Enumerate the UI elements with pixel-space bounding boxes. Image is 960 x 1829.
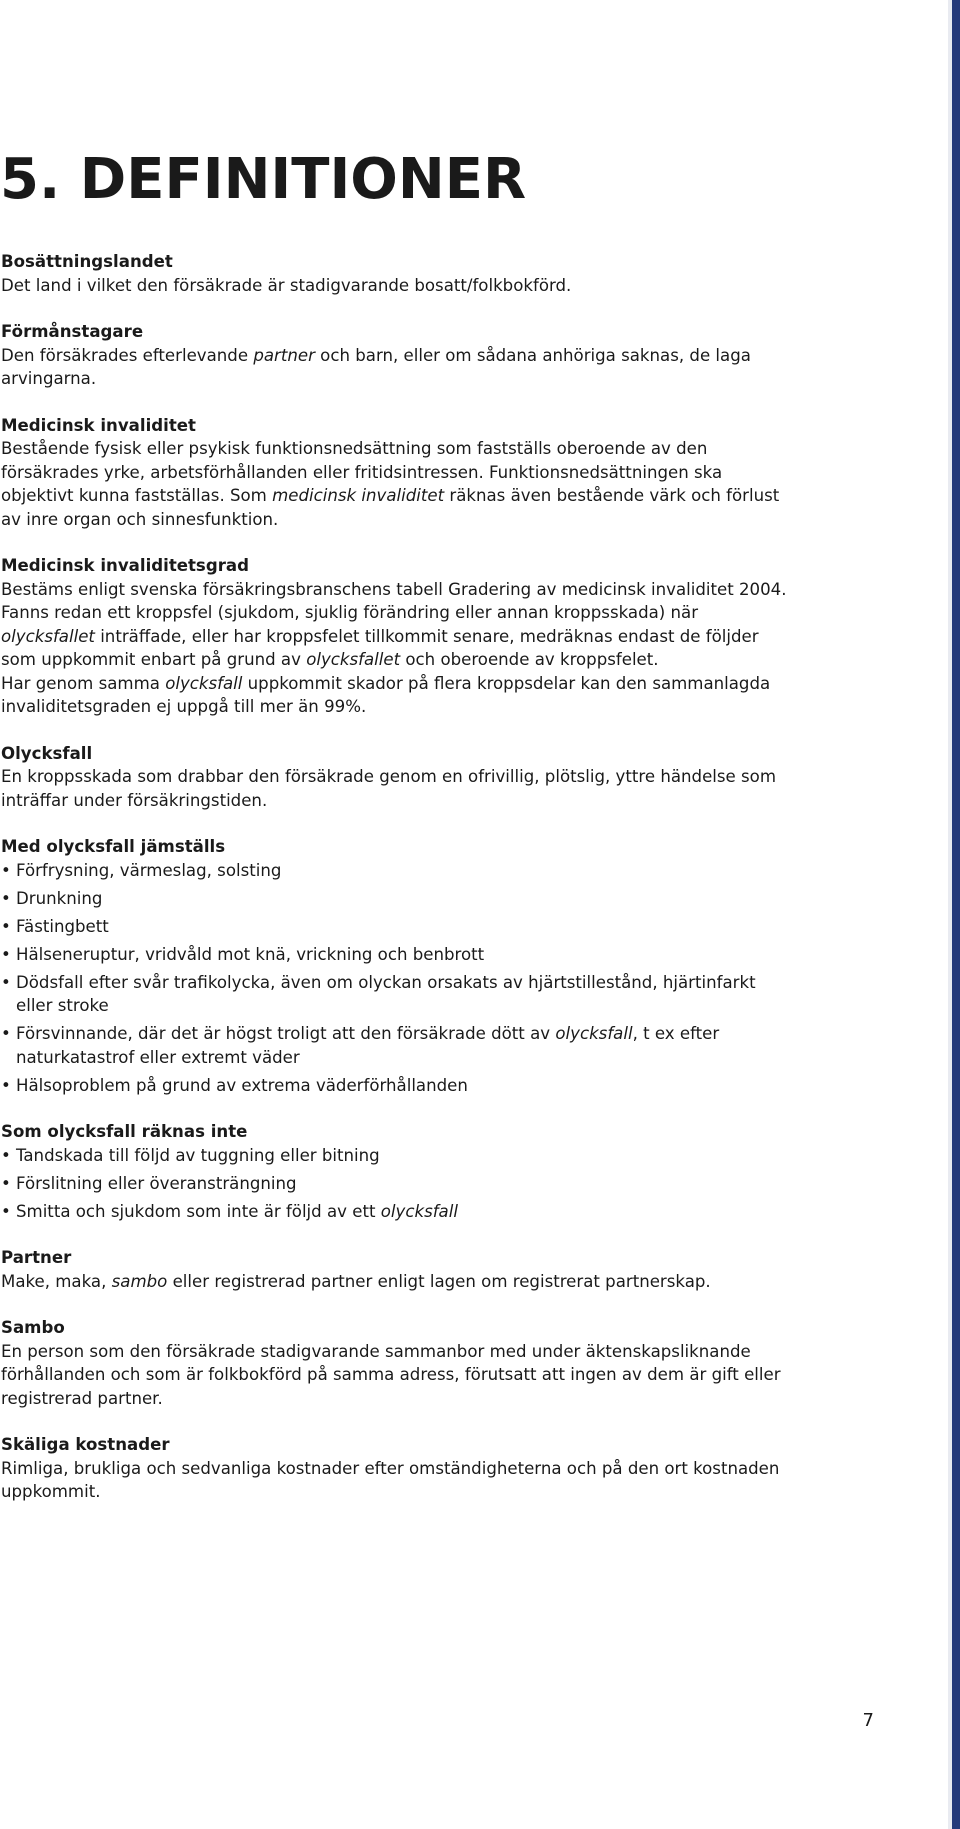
paragraph (1, 601, 791, 672)
italic-term: olycksfallet (306, 650, 401, 669)
text-segment: Smitta och sjukdom som inte är följd av ett (16, 1201, 381, 1221)
definition-sambo (1, 1316, 791, 1410)
definition-text (1, 437, 791, 531)
text-segment: eller registrerad partner enligt lagen om registrerat partnerskap. (167, 1271, 711, 1291)
list-item (1, 1144, 791, 1168)
list-item (1, 971, 791, 1018)
list-item-text: Dödsfall efter svår trafikolycka, även om olyckan orsakats av hjärtstillestånd, hjärtinfarkt eller stroke (16, 972, 756, 1015)
definition-term: Som olycksfall räknas inte (1, 1122, 248, 1141)
italic-term: olycksfall (555, 1024, 633, 1043)
definition-text: En person som den försäkrade stadigvarande sammanbor med under äktenskapsliknande förhållanden och som är folkbokförd på samma adress, förutsatt att ingen av dem är gift eller registrerad partner. (1, 1341, 781, 1408)
definition-term: Medicinsk invaliditet (1, 415, 196, 435)
list-item (1, 1200, 791, 1224)
text-segment: uppkommit skador på flera kroppsdelar kan den sammanlagda invaliditetsgraden ej uppgå till mer än 99%. (1, 673, 771, 716)
text-segment: Har genom samma (1, 673, 166, 693)
italic-term: olycksfall (380, 1201, 458, 1221)
text-segment: Den försäkrades efterlevande (1, 345, 254, 365)
definition-term: Med olycksfall jämställs (1, 837, 226, 856)
definition-text (1, 1270, 791, 1294)
list-item (1, 1074, 791, 1098)
definition-skaliga-kostnader (1, 1433, 791, 1504)
italic-term: olycksfallet (1, 626, 95, 646)
definition-olycksfall (1, 742, 791, 813)
page-number: 7 (862, 1710, 874, 1731)
bullet-dot: • (1, 1173, 11, 1193)
italic-term: medicinsk invaliditet (272, 486, 445, 505)
text-segment: och oberoende av kroppsfelet. (400, 650, 659, 669)
bullet-dot: • (1, 916, 11, 936)
list-item-text: Drunkning (16, 888, 103, 908)
definition-text (1, 344, 791, 391)
text-segment: räknas även bestående värk och förlust av inre organ och sinnesfunktion. (1, 486, 780, 529)
definition-term: Sambo (1, 1318, 65, 1337)
bullet-dot: • (1, 1075, 11, 1095)
bullet-dot: • (1, 860, 11, 880)
bullet-dot: • (1, 1024, 11, 1043)
definition-formanstagare (1, 320, 791, 391)
bullet-dot: • (1, 944, 11, 964)
bullet-list (1, 1144, 791, 1224)
definition-text: Rimliga, brukliga och sedvanliga kostnader efter omständigheterna och på den ort kostnaden uppkommit. (1, 1458, 780, 1501)
definition-term: Partner (1, 1248, 72, 1267)
list-item-text: Tandskada till följd av tuggning eller bitning (16, 1145, 380, 1165)
bullet-dot: • (1, 972, 11, 992)
definition-bosattningslandet (1, 250, 791, 297)
page-edge-accent-bar (952, 0, 960, 1829)
bullet-dot: • (1, 888, 11, 908)
italic-term: partner (253, 345, 315, 365)
italic-term: olycksfall (165, 673, 243, 693)
text-segment: Fanns redan ett kroppsfel (sjukdom, sjuklig förändring eller annan kroppsskada) när (1, 603, 699, 622)
list-item (1, 943, 791, 967)
definition-text: Det land i vilket den försäkrade är stadigvarande bosatt/folkbokförd. (1, 275, 572, 295)
list-item (1, 1022, 791, 1069)
list-item-text: Förslitning eller överansträngning (16, 1173, 297, 1193)
definition-term: Medicinsk invaliditetsgrad (1, 556, 249, 575)
list-item (1, 915, 791, 939)
list-item (1, 1172, 791, 1196)
italic-term: sambo (111, 1271, 168, 1291)
definition-medicinsk-invaliditetsgrad (1, 554, 791, 719)
definition-text (1, 578, 791, 719)
text-segment: inträffade, eller har kroppsfelet tillkommit senare, medräknas endast de följder som uppkommit enbart på grund av (1, 626, 759, 669)
text-segment: och barn, eller om sådana anhöriga saknas, de laga arvingarna. (1, 345, 751, 388)
definition-som-olycksfall-raknas-inte (1, 1120, 791, 1223)
list-item (1, 859, 791, 883)
bullet-dot: • (1, 1145, 11, 1165)
definition-term: Skäliga kostnader (1, 1435, 170, 1454)
text-segment: Försvinnande, där det är högst troligt att den försäkrade dött av (16, 1024, 556, 1043)
definition-term: Bosättningslandet (1, 252, 173, 271)
bullet-list (1, 859, 791, 1098)
definition-med-olycksfall-jamstalls (1, 835, 791, 1097)
definition-text: En kroppsskada som drabbar den försäkrade genom en ofrivillig, plötslig, yttre händelse som inträffar under försäkringstiden. (1, 767, 776, 810)
bullet-dot: • (1, 1201, 11, 1221)
definition-term: Förmånstagare (1, 322, 144, 341)
list-item (1, 887, 791, 911)
definitions-list (1, 250, 791, 1527)
paragraph: Bestäms enligt svenska försäkringsbranschens tabell Gradering av medicinsk invaliditet 2004. (1, 579, 787, 599)
text-segment: Make, maka, (1, 1271, 112, 1291)
list-item-text: Förfrysning, värmeslag, solsting (16, 860, 282, 880)
definition-partner (1, 1246, 791, 1293)
paragraph (1, 672, 791, 719)
list-item-text: Hälsoproblem på grund av extrema väderförhållanden (16, 1075, 468, 1095)
text-segment: Bestående fysisk eller psykisk funktionsnedsättning som fastställs oberoende av den försäkrades yrke, arbetsförhållanden eller fritidsintressen. Funktionsnedsättningen ska objektivt kunna fastställas. Som (1, 439, 723, 505)
definition-medicinsk-invaliditet (1, 414, 791, 532)
definition-term: Olycksfall (1, 743, 93, 763)
page-title: 5. DEFINITIONER (0, 147, 527, 212)
text-segment: , t ex efter naturkatastrof eller extremt väder (16, 1024, 720, 1067)
list-item-text: Fästingbett (16, 916, 109, 936)
list-item-text: Hälseneruptur, vridvåld mot knä, vrickning och benbrott (16, 944, 485, 964)
